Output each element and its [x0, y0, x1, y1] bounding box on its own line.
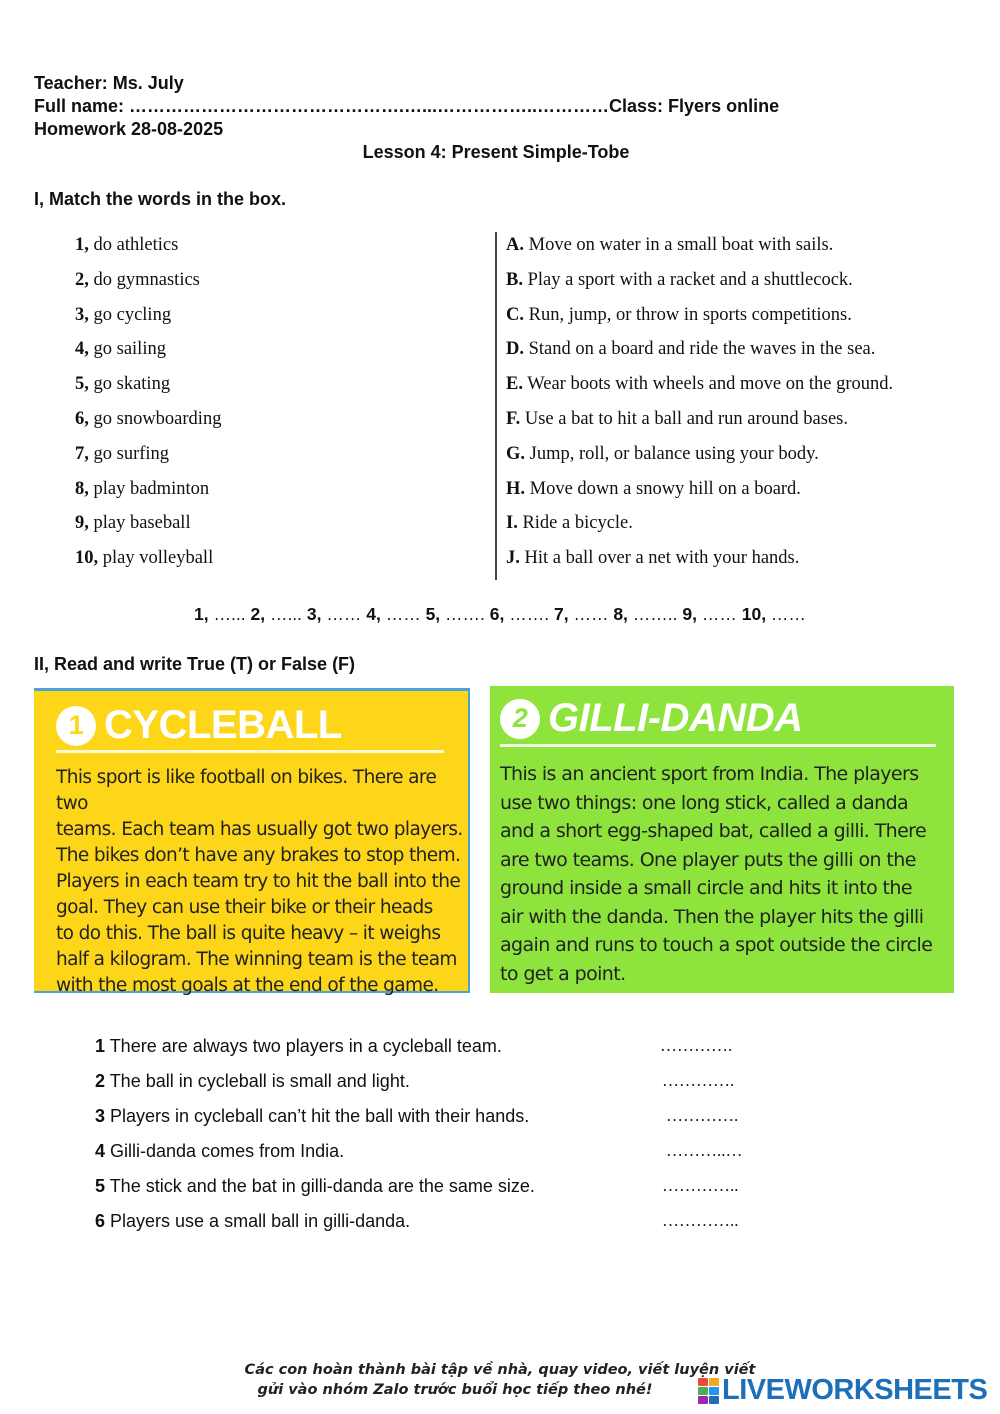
match-right-item: F. Use a bat to hit a ball and run around bases. — [506, 408, 849, 429]
match-right-item: C. Run, jump, or throw in sports competitions. — [506, 304, 852, 325]
answer-blank[interactable]: 8, …….. — [613, 604, 683, 624]
answer-blank[interactable]: 5, ……. — [425, 604, 490, 624]
number-badge: 2 — [500, 699, 540, 739]
answer-blank[interactable]: 2, …... — [250, 604, 307, 624]
homework-date: Homework 28-08-2025 — [34, 119, 224, 139]
match-right-item: E. Wear boots with wheels and move on the ground. — [506, 374, 894, 395]
footer-note: Các con hoàn thành bài tập về nhà, quay video, viết luyện viết gửi vào nhóm Zalo trước buổi học tiếp theo nhé! — [244, 1362, 756, 1398]
answer-blank[interactable]: 3, …… — [306, 604, 367, 624]
answer-blank[interactable]: ………….. — [662, 1176, 739, 1195]
match-left-item: 6, go snowboarding — [75, 408, 222, 429]
match-divider — [495, 232, 497, 580]
match-right-item: B. Play a sport with a racket and a shuttlecock. — [506, 269, 853, 290]
gilli-danda-card — [490, 686, 954, 993]
match-left-item: 2, do gymnastics — [75, 269, 200, 290]
match-left-item: 1, do athletics — [75, 235, 179, 255]
liveworksheets-icon — [698, 1378, 718, 1404]
match-answer-line — [0, 604, 1000, 625]
match-left-item: 5, go skating — [75, 374, 171, 395]
full-name-line: Full name: ……………………………………….…...……………..…………Class: Flyers online — [34, 96, 780, 116]
match-left-item: 4, go sailing — [75, 339, 166, 360]
match-right-item: I. Ride a bicycle. — [506, 513, 633, 534]
match-left-column — [75, 232, 221, 580]
match-right-item: H. Move down a snowy hill on a board. — [506, 478, 801, 499]
match-left-item: 3, go cycling — [75, 304, 172, 325]
match-left-item: 10, play volleyball — [75, 548, 214, 569]
statement-row: 6 Players use a small ball in gilli-danda. ………….. — [95, 1211, 739, 1231]
section2-heading: II, Read and write True (T) or False (F) — [34, 654, 356, 674]
answer-blank[interactable]: …………. — [662, 1071, 735, 1090]
answer-blank[interactable]: ………….. — [662, 1211, 739, 1230]
match-right-item: A. Move on water in a small boat with sails. — [506, 235, 834, 255]
match-left-item: 9, play baseball — [75, 513, 191, 534]
answer-blank[interactable]: 9, …… — [682, 604, 742, 624]
answer-blank[interactable]: 4, …… — [366, 604, 426, 624]
gilli-danda-text: This is an ancient sport from India. The players use two things: one long stick, called a danda and a short egg-shaped bat, called a gilli. There are two teams. One player puts the gilli on the ground inside a small circle and hits it into the air with the danda. Then the player hits the gilli again and runs to touch a spot outside the circle to get a point. — [500, 763, 933, 985]
match-right-item: G. Jump, roll, or balance using your body. — [506, 443, 819, 464]
cycleball-card — [34, 688, 470, 996]
cycleball-title: 1 CYCLEBALL — [56, 703, 342, 748]
statement-row: 4 Gilli-danda comes from India. ………..… — [95, 1141, 743, 1161]
match-right-column — [506, 232, 893, 580]
gilli-danda-title: 2 GILLI-DANDA — [500, 696, 802, 741]
number-badge: 1 — [56, 706, 96, 746]
title-underline — [500, 744, 936, 747]
answer-blank[interactable]: ………..… — [666, 1141, 743, 1160]
teacher-line: Teacher: Ms. July — [34, 73, 184, 93]
match-right-item: D. Stand on a board and ride the waves in the sea. — [506, 339, 876, 360]
section1-heading: I, Match the words in the box. — [34, 189, 287, 209]
brand-name: LIVEWORKSHEETS — [722, 1374, 988, 1406]
answer-blank[interactable]: 6, ……. — [489, 604, 554, 624]
true-false-list — [95, 1034, 795, 1244]
title-underline — [56, 750, 444, 753]
statement-row: 3 Players in cycleball can’t hit the ball with their hands. …………. — [95, 1106, 739, 1126]
answer-blank[interactable]: 7, …… — [553, 604, 614, 624]
answer-blank[interactable]: 10, …… — [741, 604, 806, 624]
match-left-item: 7, go surfing — [75, 443, 170, 464]
statement-row: 5 The stick and the bat in gilli-danda are the same size. ………….. — [95, 1176, 739, 1196]
answer-blank[interactable]: …………. — [666, 1106, 739, 1125]
statement-row: 2 The ball in cycleball is small and light. …………. — [95, 1071, 735, 1091]
match-left-item: 8, play badminton — [75, 478, 210, 499]
answer-blank[interactable]: 1, …... — [194, 604, 251, 624]
answer-blank[interactable]: …………. — [660, 1036, 733, 1055]
lesson-title: Lesson 4: Present Simple-Tobe — [362, 142, 630, 162]
cycleball-text: This sport is like football on bikes. There are two teams. Each team has usually got two players. The bikes don’t have any brakes to stop them. Players in each team try to hit the ball into the goal. They can use their bike or their heads to do this. The ball is quite heavy – it weighs half a kilogram. The winning team is the team with the most goals at the end of the game. — [56, 767, 463, 996]
liveworksheets-logo — [698, 1374, 987, 1407]
statement-row: 1 There are always two players in a cycleball team. …………. — [95, 1036, 733, 1056]
match-right-item: J. Hit a ball over a net with your hands. — [506, 548, 800, 569]
